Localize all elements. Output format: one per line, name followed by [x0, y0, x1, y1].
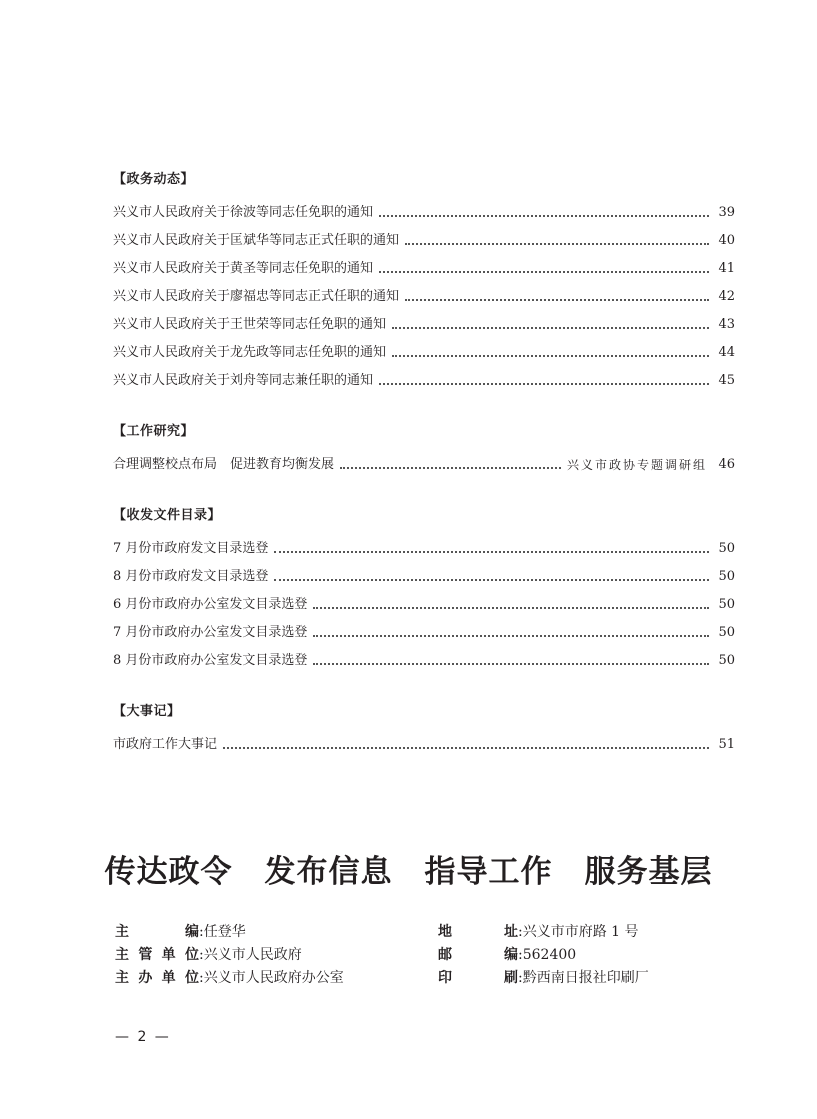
toc-entry-page: 39: [718, 205, 735, 220]
dot-leader: [379, 383, 709, 385]
dot-leader: [392, 355, 709, 357]
toc-entry-title: 市政府工作大事记: [113, 737, 218, 752]
toc-entry[interactable]: [113, 446, 735, 474]
toc-entry[interactable]: [113, 614, 735, 642]
imprint-colon: :: [518, 947, 523, 963]
imprint-value: 兴义市市府路 1 号: [522, 924, 639, 940]
imprint-colon: :: [518, 924, 523, 940]
toc-entry-title: 兴义市人民政府关于刘舟等同志兼任职的通知: [113, 373, 374, 388]
toc-entry-page: 50: [718, 597, 735, 612]
toc-entry-title: 8 月份市政府发文目录选登: [113, 569, 269, 584]
toc-entry-page: 50: [718, 625, 735, 640]
dot-leader: [274, 551, 709, 553]
section-heading: 【政务动态】: [113, 172, 195, 187]
toc-entry-page: 50: [718, 653, 735, 668]
toc-entry-author: 兴义市政协专题调研组: [566, 458, 707, 472]
toc-entry-title: 兴义市人民政府关于黄圣等同志任免职的通知: [113, 261, 374, 276]
toc-entry[interactable]: [113, 586, 735, 614]
toc-entry-title: 7 月份市政府发文目录选登: [113, 541, 269, 556]
toc-entry[interactable]: [113, 726, 735, 754]
toc-entry-page: 46: [718, 457, 735, 472]
section-heading: 【工作研究】: [113, 424, 195, 439]
imprint-value: 兴义市人民政府: [203, 947, 302, 963]
dot-leader: [223, 747, 709, 749]
toc-entry-page: 50: [718, 569, 735, 584]
toc-entry-page: 44: [718, 345, 735, 360]
toc-entry-page: 42: [718, 289, 735, 304]
dot-leader: [313, 635, 709, 637]
imprint-colon: :: [199, 924, 204, 940]
imprint-label: 主 编: [115, 924, 199, 940]
toc-entry[interactable]: [113, 362, 735, 390]
imprint-colon: :: [199, 970, 204, 986]
section-major-events: [113, 703, 735, 754]
toc-entry-title: 兴义市人民政府关于匡斌华等同志正式任职的通知: [113, 233, 400, 248]
imprint-right: [438, 921, 649, 990]
toc-entry[interactable]: [113, 222, 735, 250]
toc-entry-title: 兴义市人民政府关于王世荣等同志任免职的通知: [113, 317, 387, 332]
imprint-line-sponsor: [115, 967, 344, 990]
dot-leader: [313, 607, 709, 609]
toc-entry[interactable]: [113, 250, 735, 278]
imprint-value: 任登华: [203, 924, 246, 940]
imprint-value: 兴义市人民政府办公室: [203, 970, 344, 986]
imprint-colon: :: [518, 970, 523, 986]
toc-entry[interactable]: [113, 558, 735, 586]
dot-leader: [379, 215, 709, 217]
toc-entry[interactable]: [113, 306, 735, 334]
toc-entry-title: 兴义市人民政府关于廖福忠等同志正式任职的通知: [113, 289, 400, 304]
toc-entry-page: 43: [718, 317, 735, 332]
section-heading: 【收发文件目录】: [113, 508, 222, 523]
imprint-colon: :: [199, 947, 204, 963]
toc-entry[interactable]: [113, 530, 735, 558]
section-document-catalog: [113, 507, 735, 670]
toc-entry-page: 40: [718, 233, 735, 248]
toc-entry[interactable]: [113, 334, 735, 362]
section-work-research: [113, 423, 735, 474]
toc-entry-title: 8 月份市政府办公室发文目录选登: [113, 653, 308, 668]
dot-leader: [379, 271, 709, 273]
imprint-line-supervisor: [115, 944, 344, 967]
imprint-value: 562400: [522, 947, 577, 963]
toc-entry-page: 41: [718, 261, 735, 276]
toc-entry-title: 6 月份市政府办公室发文目录选登: [113, 597, 308, 612]
imprint-label: 主 管 单 位: [115, 947, 199, 963]
toc-entry[interactable]: [113, 194, 735, 222]
imprint-label: 地 址: [438, 924, 518, 940]
dot-leader: [405, 243, 709, 245]
page-number: — 2 —: [115, 1029, 171, 1045]
imprint-line-printer: [438, 967, 649, 990]
toc-entry-title: 7 月份市政府办公室发文目录选登: [113, 625, 308, 640]
imprint-line-postcode: [438, 944, 649, 967]
toc-entry-title: 兴义市人民政府关于龙先政等同志任免职的通知: [113, 345, 387, 360]
toc-entry-page: 45: [718, 373, 735, 388]
imprint-value: 黔西南日报社印刷厂: [522, 970, 649, 986]
toc-entry[interactable]: [113, 642, 735, 670]
imprint-label: 邮 编: [438, 947, 518, 963]
slogan: 传达政令 发布信息 指导工作 服务基层: [104, 854, 713, 890]
imprint-line-editor: [115, 921, 344, 944]
dot-leader: [405, 299, 709, 301]
toc-entry[interactable]: [113, 278, 735, 306]
imprint-line-address: [438, 921, 649, 944]
imprint-label: 主 办 单 位: [115, 970, 199, 986]
dot-leader: [392, 327, 709, 329]
dot-leader: [274, 579, 709, 581]
dot-leader: [313, 663, 709, 665]
toc-entry-title: 兴义市人民政府关于徐波等同志任免职的通知: [113, 205, 374, 220]
section-heading: 【大事记】: [113, 704, 181, 719]
imprint-label: 印 刷: [438, 970, 518, 986]
imprint-left: [115, 921, 344, 990]
section-government-affairs: [113, 171, 735, 390]
toc-entry-page: 51: [718, 737, 735, 752]
dot-leader: [340, 467, 561, 469]
toc-entry-title: 合理调整校点布局 促进教育均衡发展: [113, 457, 335, 472]
toc-entry-page: 50: [718, 541, 735, 556]
